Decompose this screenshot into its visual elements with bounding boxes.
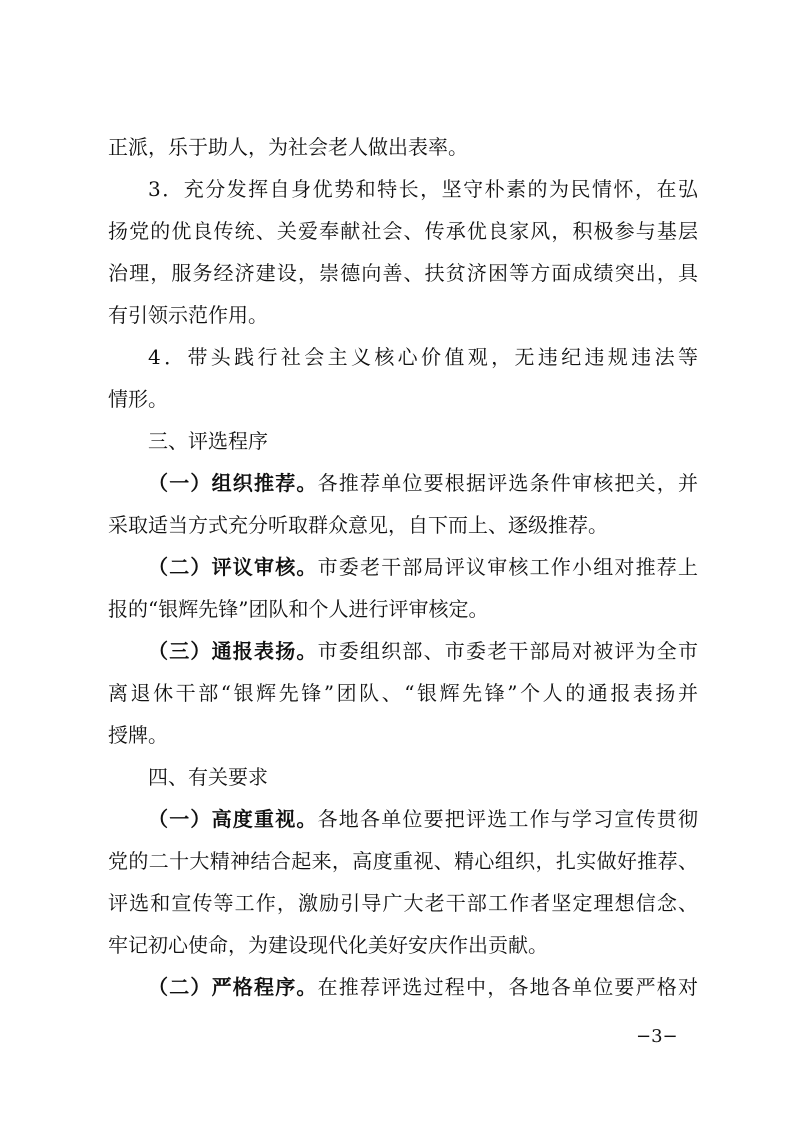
paragraph-line: 报的“银辉先锋”团队和个人进行评审核定。 [108, 597, 489, 621]
paragraph-line: 评选和宣传等工作，激励引导广大老干部工作者坚定理想信念、 [108, 891, 698, 915]
paragraph-lead: （一）高度重视。 [148, 807, 318, 831]
paragraph-text: 在推荐评选过程中，各地各单位要严格对 [317, 975, 699, 999]
paragraph-line: 授牌。 [108, 723, 168, 747]
paragraph-line: 牢记初心使命，为建设现代化美好安庆作出贡献。 [108, 933, 548, 957]
paragraph-text: 各推荐单位要根据评选条件审核把关，并 [317, 471, 699, 495]
paragraph-lead: （三）通报表扬。 [148, 639, 318, 663]
item-3-line: 扬党的优良传统、关爱奉献社会、传承优良家风，积极参与基层 [108, 219, 698, 243]
paragraph-line: 采取适当方式充分听取群众意见，自下而上、逐级推荐。 [108, 513, 608, 537]
paragraph-line [148, 970, 698, 1004]
item-3-line: 有引领示范作用。 [108, 303, 268, 327]
paragraph-text: 市委老干部局评议审核工作小组对推荐上 [317, 555, 699, 579]
paragraph-lead: （二）评议审核。 [148, 555, 318, 579]
section-heading: 四、有关要求 [148, 765, 268, 789]
item-3-line: 治理，服务经济建设，崇德向善、扶贫济困等方面成绩突出，具 [108, 261, 698, 285]
paragraph-line [148, 550, 698, 584]
item-3-line: 3．充分发挥自身优势和特长，坚守朴素的为民情怀，在弘 [148, 177, 698, 201]
paragraph-line [148, 466, 698, 500]
paragraph-line: 党的二十大精神结合起来，高度重视、精心组织，扎实做好推荐、 [108, 849, 698, 873]
item-4-line: 情形。 [108, 387, 168, 411]
paragraph-line [148, 634, 698, 668]
paragraph-lead: （一）组织推荐。 [148, 471, 318, 495]
paragraph-lead: （二）严格程序。 [148, 975, 318, 999]
body-line: 正派，乐于助人，为社会老人做出表率。 [108, 135, 468, 159]
section-heading: 三、评选程序 [148, 429, 268, 453]
item-4-line: 4．带头践行社会主义核心价值观，无违纪违规违法等 [148, 345, 698, 369]
paragraph-text: 各地各单位要把评选工作与学习宣传贯彻 [317, 807, 699, 831]
page-number: −3− [636, 1026, 678, 1047]
paragraph-line [148, 802, 698, 836]
paragraph-line: 离退休干部“银辉先锋”团队、“银辉先锋”个人的通报表扬并 [108, 681, 698, 705]
paragraph-text: 市委组织部、市委老干部局对被评为全市 [317, 639, 699, 663]
